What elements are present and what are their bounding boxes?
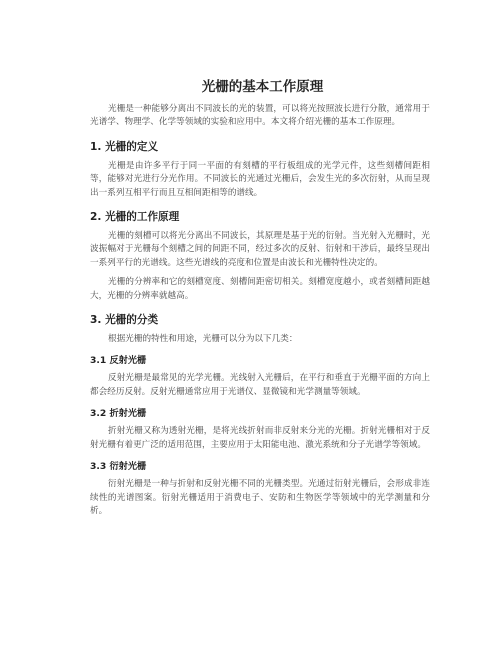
subsection-heading-refraction: 3.2 折射光栅 bbox=[90, 408, 147, 420]
classification-paragraph: 根据光栅的特性和用途，光栅可以分为以下几类： bbox=[108, 334, 298, 345]
diffraction-paragraph: 衍射光栅是一种与折射和反射光栅不同的光栅类型。光通过衍射光栅后，会形成非连续性的光谱图案。衍射光栅适用于消费电子、安防和生物医学等领域中的光学测量和分析。 bbox=[90, 479, 430, 516]
definition-paragraph: 光栅是由许多平行于同一平面的有刻槽的平行板组成的光学元件，这些刻槽间距相等，能够对光进行分光作用。不同波长的光通过光栅后，会发生光的多次衍射，从而呈现出一系列互相平行而且互相间距相等的谱线。 bbox=[90, 160, 430, 198]
subsection-heading-diffraction: 3.3 衍射光栅 bbox=[90, 461, 147, 473]
intro-paragraph: 光栅是一种能够分离出不同波长的光的装置，可以将光按照波长进行分散，通常用于光谱学、物理学、化学等领域的实验和应用中。本文将介绍光栅的基本工作原理。 bbox=[90, 104, 430, 128]
refraction-paragraph: 折射光栅又称为透射光栅，是将光线折射而非反射来分光的光栅。折射光栅相对于反射光栅有着更广泛的适用范围，主要应用于太阳能电池、激光系统和分子光谱学等领域。 bbox=[90, 426, 430, 450]
section-heading-classification: 3. 光栅的分类 bbox=[90, 314, 159, 327]
section-heading-definition: 1. 光栅的定义 bbox=[90, 140, 159, 153]
principle-paragraph-2: 光栅的分辨率和它的刻槽宽度、刻槽间距密切相关。刻槽宽度越小，或者刻槽间距越大，光栅的分辨率就越高。 bbox=[90, 277, 430, 301]
subsection-heading-reflection: 3.1 反射光栅 bbox=[90, 355, 147, 367]
document-title: 光栅的基本工作原理 bbox=[201, 79, 324, 95]
principle-paragraph-1: 光栅的刻槽可以将光分离出不同波长，其原理是基于光的衍射。当光射入光栅时，光波振幅对于光栅每个刻槽之间的间距不同，经过多次的反射、衍射和干涉后，最终呈现出一系列平行的光谱线。这些光谱线的亮度和位置是由波长和光栅特性决定的。 bbox=[90, 231, 430, 268]
section-heading-principle: 2. 光栅的工作原理 bbox=[90, 211, 180, 224]
reflection-paragraph: 反射光栅是最常见的光学光栅。光线射入光栅后，在平行和垂直于光栅平面的方向上都会经历反射。反射光栅通常应用于光谱仪、显微镜和光学测量等领域。 bbox=[90, 373, 430, 397]
